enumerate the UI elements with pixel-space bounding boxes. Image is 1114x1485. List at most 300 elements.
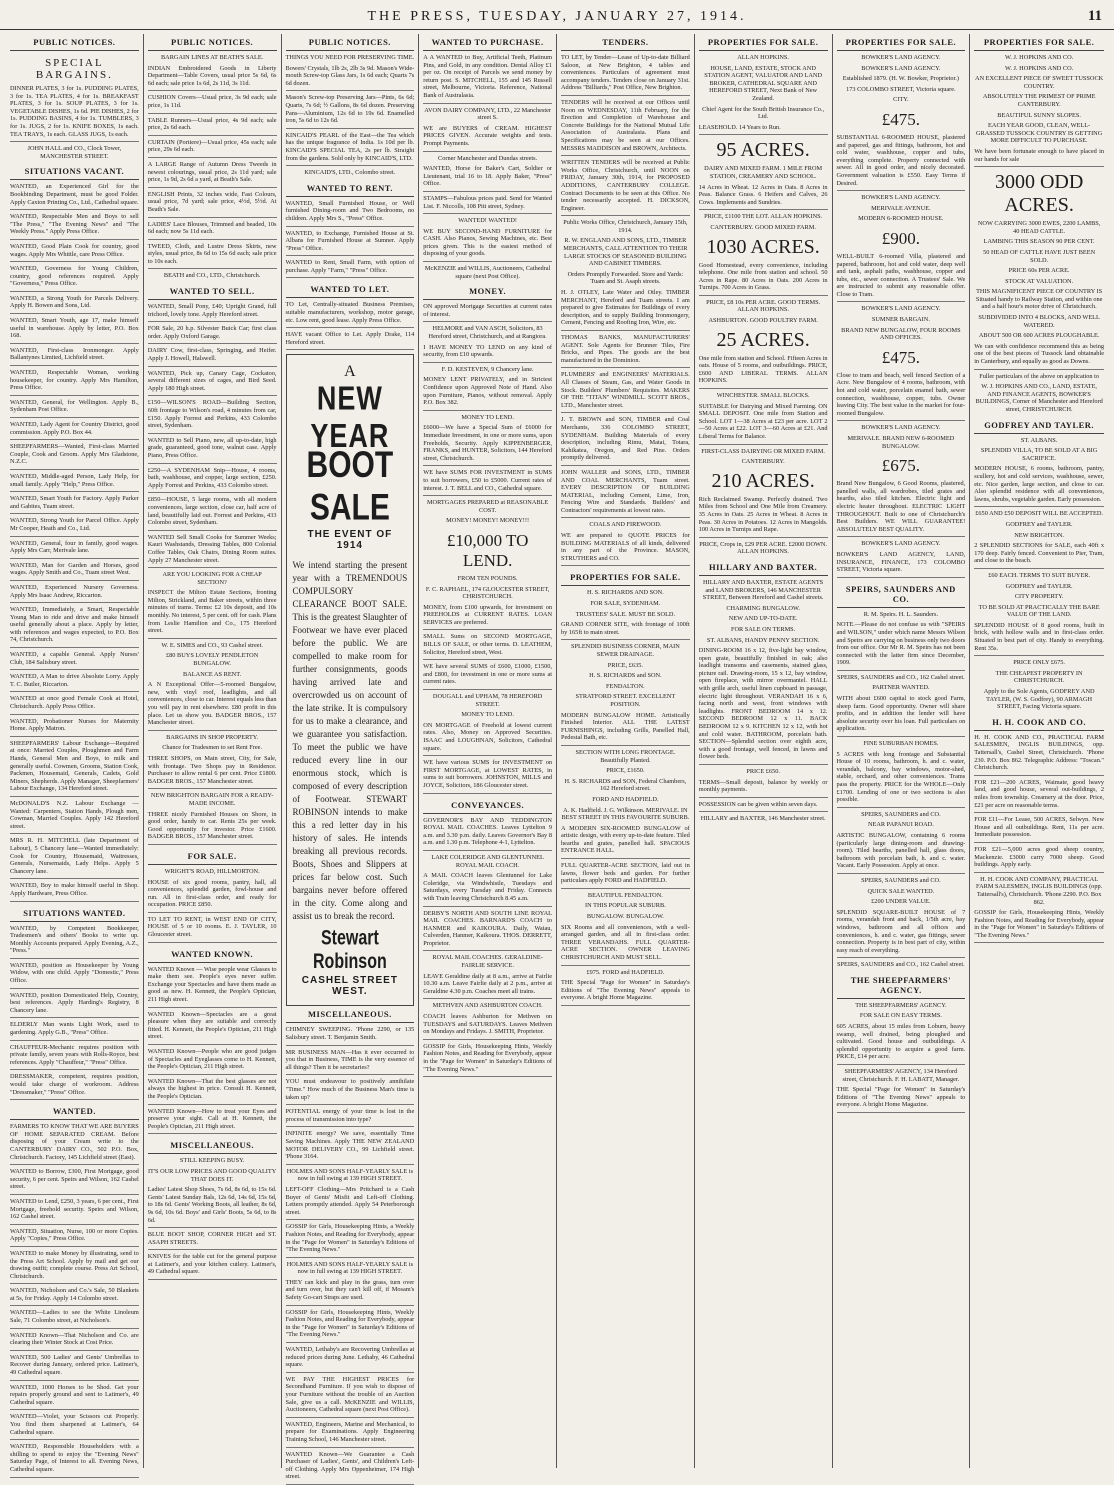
classified-ad: MONEY! MONEY! MONEY!!! <box>446 517 530 525</box>
classified-ad: WANTED, Experienced Nursery Governess. Apply Mrs Isaac Andrew, Riccarton. <box>10 583 139 599</box>
classified-ad: FIRST-CLASS DAIRYING OR MIXED FARM. <box>701 447 825 455</box>
classified-ad: GODFREY and TAYLER. <box>1005 582 1073 590</box>
ad-divider <box>10 1350 139 1351</box>
classified-ad: SPECIAL BARGAINS. <box>35 57 113 81</box>
classified-ad: MORTGAGES PREPARED at REASONABLE COST. <box>426 499 549 514</box>
classified-ad: WANTED, Engineers, Marine and Mechanical, to prepare for Examinations. Apply Engineering Training School, 146 Manchester street. <box>285 1420 415 1443</box>
classified-ad: PLUMBERS' and ENGINEERS' MATERIALS. All Classes of Steam, Gas, and Water Goods in Stock. Builders' Plumbers' Requisites. MAKERS OF THE "TITAN" WINDMILL. SCOTT BROS., LTD., Manchester street. <box>561 371 690 409</box>
ad-divider <box>10 796 139 797</box>
classified-ad: TO BE SOLD AT PRACTICALLY THE BARE VALUE OF THE LAND. <box>978 603 1100 619</box>
classified-ad: ENGLISH Prints, 32 inches wide, Fast Colours, usual price, 7d yard; sale price, 4½d, 5½d. At Beath's Sale. <box>147 190 277 213</box>
section-header: PUBLIC NOTICES. <box>148 34 277 51</box>
classified-ad: GRAND CORNER SITE, with frontage of 100ft by 165ft to main street. <box>561 621 690 636</box>
classified-ad: WANTED Known—We Guarantee a Cash Purchaser of Ladies', Gents', and Children's Left-off Clothing. Apply Mrs Oppenheimer, 174 High street. <box>285 1450 415 1481</box>
classified-ad: £675. <box>881 456 920 476</box>
classified-ad: PARTNER WANTED. <box>872 684 930 692</box>
classified-ad: W. J. HOPKINS AND CO. <box>1005 64 1074 72</box>
ad-divider <box>10 395 139 396</box>
ad-divider <box>974 842 1104 843</box>
classified-ad: ST. ALBANS, HANDY PENNY SECTION. <box>706 636 820 644</box>
ad-divider <box>10 239 139 240</box>
classified-ad: WANTED Known—That the best glasses are not always the highest in price. Consult H. Kennett, the People's Optician. <box>147 1077 277 1100</box>
classified-ad: THREE nicely Furnished Houses on Shore, in good order, handy to car. Rents 25s per week. Good opportunity for investor. Price £1600. BADGER BROS., 157 Manchester street. <box>147 810 277 841</box>
classified-ad: SPLENDID BUSINESS CORNER, MAIN SEWER DRAINAGE. <box>570 643 680 658</box>
ad-divider <box>10 1246 139 1247</box>
classified-ad: THREE SHOPS, on Main street, City, for Sale, with frontage. Two Shops pay in Residence. Purchaser to allow rental 6 per cent. Price £1800. BADGER BROS., 157 Manchester street. <box>147 754 277 785</box>
classified-ad: DINING-ROOM 16 x 12, five-light bay window, open grate, beautifully finished in oak; also leadlight transoms and casements, stained glass, picture rail. Drawing-room, 15 x 12, bay window, open fireplace, with mirror overmantel. HALL with grille arch, useful linen cupboard in passage, electric light throughout. VERANDAH 16 x 6, facing north and west, front windows with leadlights. FRONT BEDROOM 14 x 12. SECOND BEDROOM 12 x 11. BACK BEDROOM 12 x 9. KITCHEN 12 x 12, with hot and cold water. BATHROOM, porcelain bath. SECTION—Splendid section over eighth acre, with a good frontage, well fenced, in lawns and flower beds. <box>698 647 828 761</box>
classified-ad: THINGS YOU NEED FOR PRESERVING TIME. <box>285 54 415 61</box>
column-4 <box>419 34 557 1468</box>
ad-divider <box>561 517 690 518</box>
ad-divider <box>561 858 690 859</box>
newspaper-title: THE PRESS, TUESDAY, JANUARY 27, 1914. <box>367 9 747 24</box>
ad-divider <box>10 491 139 492</box>
boot-sale-body: We intend starting the present year with a TREMENDOUS COMPULSORY CLEARANCE BOOT SALE. This is the greatest Slaughter of Footwear we have ever placed before the public. We are compelled to make room for further consignments, goods having arrived late and overcrowded us on account of the late strike. It is compulsory for us to make a clearance, and we guarantee you satisfaction. To meet the public we have reduced every line in our enormous stock, which is composed of every description of Footwear. STEWART ROBINSON intends to make this a red letter day in his history of sales. He intends breaking all previous records. Boots, Shoes and Slippers at prices far below cost. Such bargains never before offered in the city. Come along and assist us to break the record. <box>292 560 408 922</box>
ad-divider <box>148 1133 277 1134</box>
boot-sale-event: THE EVENT OF 1914 <box>307 529 393 552</box>
ad-divider <box>10 669 139 670</box>
classified-ad: PRICE, £635. <box>607 661 643 669</box>
classified-ad: WANTED, Situation, Nurse, 100 or more Copies. Apply "Copies," Press Office. <box>10 1227 139 1243</box>
classified-ad: BRAND NEW BUNGALOW, FOUR ROOMS AND OFFICES. <box>841 326 961 342</box>
ad-divider <box>286 1417 415 1418</box>
ad-divider <box>148 567 277 568</box>
classified-ad: A. K. Hadfield. J. G. Wilkinson. MERIVALE. IN BEST STREET IN THIS FAVOURITE SUBURB. <box>561 806 690 822</box>
classified-ad: SMALL Sums on SECOND MORTGAGE, BILLS OF SALE, or other terms. D. LEATHEM, Solicitor, Hereford street, West. <box>423 633 552 656</box>
classified-ad: WANTED, position Domesticated Help, Country, best references. Apply Harding's Registry, 8 Chancery lane. <box>10 991 139 1014</box>
ad-divider <box>286 1045 415 1046</box>
column-5 <box>557 34 695 1468</box>
classified-ad: Orders Promptly Forwarded. Store and Yards: Tuam and St. Asaph streets. <box>567 270 684 286</box>
classified-ad: MODERN HOUSE, 6 rooms, bathroom, pantry, scullery, hot and cold services, washhouse, sewer, etc. Nice garden, large section, and close to car. Also splendid residence with all conveniences, lawns, shrubs, vegetable garden. Early possession. <box>974 465 1104 503</box>
classified-ad: HELMORE and VAN ASCH, Solicitors, 83 Hereford street, Christchurch, and at Rangiora. <box>428 325 547 341</box>
classified-ad: H. S. RICHARDS and SON. <box>589 672 662 680</box>
classified-ad: Bowers' Crystals, 1lb 2s, 2lb 3s 9d. Mason's Wide-mouth Screw-top Glass Jars, 1s 6d each; Quarts 7s 6d dozen. <box>285 64 415 87</box>
ad-divider <box>423 495 552 496</box>
ad-divider <box>10 261 139 262</box>
classified-ad: £6000—We have a Special Sum of £6000 for Immediate Investment, in one or more sums, upon Freeholds, Security. Apply KIPPENBERGER, FRANKS, and HUNTER, Solicitors, 144 Hereford street, Christchurch. <box>423 424 552 462</box>
classified-ad: KINCAID'S, LTD., Colombo street. <box>304 169 396 177</box>
classified-ad: PRICE £650. <box>746 768 780 775</box>
classified-ad: KNIVES for the table cut for the general purpose at Latimer's, and your kitchen cutlery. Latimer's, 49 Cathedral square. <box>147 1253 277 1276</box>
column-7 <box>833 34 971 1468</box>
boot-sale-title-new-year: NEW YEAR <box>310 379 390 455</box>
masthead <box>0 0 1114 30</box>
classified-ad: SPEIRS, SAUNDERS and CO. <box>861 810 941 818</box>
ad-divider <box>10 313 139 314</box>
column-8 <box>970 34 1108 1468</box>
classified-ad: Fuller particulars of the above on application to <box>979 372 1100 380</box>
ad-divider <box>148 395 277 396</box>
classified-ad: WANTED, Probationer Nurses for Maternity Home. Apply Matron. <box>10 717 139 733</box>
classified-ad: MERIVALE AVENUE. <box>871 204 931 212</box>
ad-divider <box>837 420 966 421</box>
classified-ad: WANTED, Respectable Woman, working housekeeper, for country. Apply Mrs Hamilton, Press Office. <box>10 369 139 392</box>
classified-ad: BLUE BOOT SHOP, CORNER HIGH and ST. ASAPH STREETS. <box>147 1231 277 1246</box>
classified-ad: TENDERS will be received at our Offices until Noon on WEDNESDAY, 11th February, for the Erection and Completion of Warehouse and Concrete Buildings for the National Mutual Life Association of Australasia. Plans and Specifications may be seen at our Offices. MESSRS MADDISON and BROWN, Architects. <box>561 98 690 152</box>
classified-ad: METHVEN AND ASHBURTON COACH. <box>432 1002 543 1010</box>
classified-ad: PRICE, £8 10s PER ACRE. GOOD TERMS. ALLAN HOPKINS. <box>706 298 821 314</box>
ad-divider <box>286 128 415 129</box>
classified-ad: WANTED, to Exchange, Furnished House at St. Albans for Furnished House at Sumner. Apply "Press" Office. <box>285 229 415 252</box>
ad-divider <box>10 1164 139 1165</box>
classified-ad: SHEEPFARMERS' AGENCY, 134 Hereford street, Christchurch. F. H. LABATT, Manager. <box>842 1068 960 1083</box>
classified-ad: SECTION WITH LONG FRONTAGE. Beautifully Planted. <box>575 748 676 764</box>
classified-ad: H. H. COOK AND CO., PRACTICAL FARM SALESMEN, INGLIS BUILDINGS, opp. Tattersall's, Cashel Street, Christchurch. 'Phone 230. P.O. Box 862. Telegraphic Address: "Toscan." Christchurch. <box>974 733 1104 772</box>
section-header: CONVEYANCES. <box>423 797 552 814</box>
ad-divider <box>423 465 552 466</box>
page-number: 11 <box>1087 8 1102 24</box>
classified-ad: SIX Rooms and all conveniences, with a well-arranged garden, and all in first-class order. THREE VERANDAHS. FULL QUARTER-ACRE SECTION. OWNER LEAVING CHRISTCHURCH AND MUST SELL. <box>561 923 690 961</box>
ad-divider <box>699 388 828 389</box>
classified-ad: McDONALD'S N.Z. Labour Exchange — Wanted: Carpenters, Station Hands, Plough men, Cowman, Married Couples. Apply 142 Hereford street. <box>10 799 139 830</box>
ad-divider <box>561 330 690 331</box>
classified-ad: £975. FORD and HADFIELD. <box>586 968 665 976</box>
classified-ad: WANTED to Lend, £250, 3 years, 6 per cent., First Mortgage, freehold security. Speirs and Wilson, 162 Cashel street. <box>10 1197 139 1221</box>
section-header: SPEIRS, SAUNDERS AND CO. <box>837 581 966 608</box>
classified-ad: BEAUTIFUL SUNNY SLOPES. <box>997 111 1081 119</box>
classified-ad: MONEY, from £100 upwards, for investment on FREEHOLDS at CURRENT RATES. LOAN SERVICES are preferred. <box>423 603 552 626</box>
ad-divider <box>10 1040 139 1041</box>
ad-divider <box>974 812 1104 813</box>
classified-ad: Mason's Screw-top Preserving Jars—Pints, 6s 6d; Quarts, 7s 6d; ½ Gallons, 8s 6d dozen. Preserving Pans—Aluminium, 12s 6d to 19s 6d. Enamelled iron, 5s 6d to 12s 6d. <box>285 94 415 125</box>
classified-ad: LEFT-OFF Clothing—Mrs Pritchard is a Cash Buyer of Gents' Misfit and Left-off Clothing. Letters promptly attended. Apply 54 Peterborough street. <box>285 1185 415 1216</box>
classified-ad: THOMAS BANKS, MANUFACTURERS' AGENT. Sole Agents for Brunner Tiles, Fire Bricks, and Pipes. The goods are the best manufactured in the Dominion. <box>561 334 690 364</box>
classified-ad: 2 SPLENDID SECTIONS for SALE, each 40ft x 170 deep. Fairly fenced. Convenient to Pier, Tram, and close to the beach. <box>974 542 1104 565</box>
ad-divider <box>148 268 277 269</box>
classified-ad: 1030 ACRES. <box>706 235 820 258</box>
classified-ad: £200 UNDER VALUE. <box>871 898 931 906</box>
classified-ad: LADIES' Lace Blouses, Trimmed and beaded, 10s 6d each; now 5s 11d each. <box>147 220 277 236</box>
ad-divider <box>148 433 277 434</box>
classified-ad: J. T. BROWN and SON, TIMBER and Coal Merchants, 336 COLOMBO STREET, SYDENHAM. Building Materials of every description, including Rimu, Matai, Totara, Kahikatea, Oregon, and Red Pine. Orders promptly delivered. <box>561 416 690 462</box>
classified-ad: WANTED—Ladies to see the White Linoleum Sale, 71 Colombo street, at Nicholson's. <box>10 1309 139 1325</box>
classified-ad: FOR SALE ON TERMS. <box>730 625 796 633</box>
classified-ad: Brand New Bungalow, 6 Good Rooms, plastered, panelled walls, all wardrobes, tiled grates and hearths, also tiled kitchen. Electric light and electric heater throughout. ELECTRIC LIGHT THROUGHOUT. Built to one of Christchurch's Best Builders. WE WILL GUARANTEE! ABSOLUTELY BEST QUALITY. <box>836 480 966 533</box>
ad-divider <box>699 134 828 135</box>
classified-ad: £250—A SYDENHAM Snip—House, 4 rooms, bath, washhouse, and copper, large section, £250. Apply Forrest and Perkins, 433 Colombo street. <box>147 466 277 489</box>
ad-divider <box>10 1283 139 1284</box>
ad-divider <box>286 349 415 350</box>
classified-ad: WANTED, 500 Ladies' and Gents' Umbrellas to Recover during January, ordered price. Latimer's, 49 Cathedral square. <box>10 1353 139 1377</box>
classified-ad: WE are prepared to QUOTE PRICES for BUILDING MATERIALS of all kinds, delivered in any part of the Province. MASON, STRUTHERS and CO. <box>561 532 690 562</box>
classified-ad: WANTED, First-class Ironmonger. Apply Ballantynes Limited, Lichfield street. <box>10 346 139 362</box>
ad-divider <box>148 730 277 731</box>
ad-divider <box>148 113 277 114</box>
section-header: WANTED TO SELL. <box>148 283 277 300</box>
classified-ad: 605 ACRES, about 15 miles from Loburn, heavy swamp, well drained, being ploughed and cultivated. Good house and outbuildings. A splendid opportunity to acquire a good farm. PRICE, £14 per acre. <box>836 1023 966 1061</box>
classified-ad: W. E. SIMES and CO., 93 Cashel street. <box>161 641 263 649</box>
section-header: HILLARY AND BAXTER. <box>699 559 828 576</box>
classified-ad: WANTED, Boy to make himself useful in Shop. Apply Hardware, Press Office. <box>10 882 139 897</box>
ad-divider <box>974 655 1104 656</box>
classified-ad: CHAUFFEUR-Mechanic requires position with private family, seven years with Rolls-Royce, best references. Apply "Chauffeur," "Press" Office. <box>10 1043 139 1066</box>
classified-ad: ELDERLY Man wants Light Work, used to gardening. Apply G.B., "Press" Office. <box>10 1021 139 1037</box>
boot-sale-address: CASHEL STREET WEST. <box>301 975 398 998</box>
classified-ad: WANTED—Violet, your Scissors cut Properly. You find them sharpened at Latimer's, 64 Cathedral square. <box>10 1413 139 1436</box>
classified-ad: WANTED, Responsible Householders with a shilling to spend to enjoy the "Evening News" Saturday Page, of Interest to all. Evening News, Cathedral square. <box>10 1443 139 1473</box>
classified-ad: INSPECT the Milton Estate Sections, fronting Milton, Strickland, and Baker streets, within three minutes of trams. Terms: £2 10s deposit, and 10s monthly. No interest, 5 per cent. off for cash. Plans from Leslie Hamilton and Co., 175 Hereford street. <box>147 589 277 635</box>
classified-ad: H. J. OTLEY, Late Water and Otley. TIMBER MERCHANT, Hereford and Tuam streets. I am prepared to give Estimates for Buildings of every description, and to supply Building Ironmongery, Cement, Fencing and Roofing Iron, Wire, etc. <box>561 289 690 327</box>
section-header: FOR SALE. <box>148 848 277 865</box>
classified-ad: ABOUT 500 OR 600 ACRES PLOUGHABLE. <box>978 332 1100 340</box>
classified-ad: F. D. KESTEVEN, 9 Chancery lane. <box>441 365 534 373</box>
classified-ad: WANTED at once good Female Cook at Hotel, Christchurch. Apply Press Office. <box>10 695 139 711</box>
ad-divider <box>148 638 277 639</box>
ad-divider <box>423 362 552 363</box>
classified-ad: SPLENDID VILLA, TO BE SOLD AT A BIG SACRIFICE. <box>980 447 1098 462</box>
classified-ad: WANTED, A Man to drive Absolute Lorry. Apply T. C. Butler, Riccarton. <box>10 673 139 688</box>
ad-divider <box>10 291 139 292</box>
classified-ad: A N Exceptional Offer—5-roomed Bungalow, new, with vinyl roof, leadlights, and all conveniences, close to car. Interest equals less than you will pay in rent elsewhere. £80 profit in this place. Let us show you. BADGER BROS., 157 Manchester street. <box>147 681 277 727</box>
classified-ad: ARE YOU LOOKING FOR A CHEAP SECTION? <box>162 571 262 586</box>
classified-ad: SUMNER BARGAIN. <box>871 316 930 324</box>
classified-ad: A LARGE Range of Autumn Dress Tweeds in newest colourings, usual price, 2s 11d yard; sale price, 1s 9d, 2s 6d a yard, at Beath's Sale. <box>147 160 277 184</box>
section-header: PROPERTIES FOR SALE. <box>974 34 1104 51</box>
column-6 <box>695 34 833 1468</box>
section-header: MISCELLANEOUS. <box>148 1137 277 1154</box>
classified-ad: F. C. RAPHAEL, 174 GLOUCESTER STREET, CHRISTCHURCH. <box>425 585 550 601</box>
classified-ad: A MAIL COACH leaves Glentunnel for Lake Coleridge, via Windwhistle, Tuesdays and Saturdays, every Tuesday and Friday. Connects with Train leaving Christchurch 8.45 a.m. <box>423 872 552 902</box>
classified-ad: WANTED, 1000 Horses to be Shod. Get your repairs properly ground and sent to Latimer's, 49 Cathedral square. <box>10 1383 139 1406</box>
classified-ad: FOR SALE ON EASY TERMS. <box>859 1012 942 1020</box>
classified-ad: FOR £11—For Lease, 500 ACRES, Selwyn. New House and all outbuildings. Rent, 11s per acre. Immediate possession. <box>974 816 1104 839</box>
classified-ad: YOU must endeavour to positively annihilate "Time." How much of the Business Man's time is taken up? <box>285 1078 415 1101</box>
classified-ad: MODERN 6-ROOMED HOUSE. <box>858 215 944 223</box>
classified-ad: WANTED Known—How to treat your Eyes and preserve your sight. Call at H. Kennett, the People's Optician, 211 High street. <box>147 1107 277 1130</box>
classified-ad: 3000 ODD ACRES. <box>994 171 1084 217</box>
ad-divider <box>423 998 552 999</box>
classified-ad: £475. <box>881 347 920 367</box>
ad-divider <box>561 95 690 96</box>
classified-ad: £80 BUYS LOVELY PENDLETON BUNGALOW. <box>166 652 259 668</box>
ad-divider <box>423 755 552 756</box>
classified-ad: LAKE COLERIDGE AND GLENTUNNEL ROYAL MAIL COACH. <box>431 853 544 869</box>
ad-divider <box>10 1328 139 1329</box>
classified-ad: WANTED to Sell Piano, new, all up-to-date, high grade, guaranteed, good tone, walnut case. Apply Piano, Press Office. <box>147 436 277 459</box>
ad-divider <box>148 788 277 789</box>
ad-divider <box>10 714 139 715</box>
classified-ad: STILL KEEPING BUSY. <box>179 1157 245 1165</box>
classified-ad: CHIMNEY SWEEPING. 'Phone 2290, or 135 Salisbury street. T. Benjamin Smith. <box>285 1026 415 1042</box>
ad-divider <box>148 90 277 91</box>
ad-divider <box>10 417 139 418</box>
classified-ad: BOWKER'S LAND AGENCY, LAND, INSURANCE, FINANCE, 173 COLOMBO STREET, Victoria square. <box>836 550 966 574</box>
classified-ad: WRITTEN TENDERS will be received at Public Works Office, Christchurch, until NOON on FRIDAY, January 30th, 1914, for PROPOSED ADDITIONS, CANTERBURY COLLEGE. Contract Documents to be seen at this Office. No tender necessarily accepted. H. DICKSON, Engineer. <box>561 159 690 212</box>
classified-ad: CHARMING BUNGALOW. <box>726 604 800 612</box>
classified-ad: LEAVE Geraldine daily at 8 a.m., arrive at Fairlie 10.30 a.m. Leave Fairlie daily at 2 p.m., arrive at Geraldine 4.30 p.m. Coaches meet all trains. <box>423 972 552 995</box>
classified-ad: We have been fortunate enough to have placed in our hands for sale <box>974 147 1104 163</box>
classified-ad: BARGAINS IN SHOP PROPERTY. <box>166 733 259 741</box>
classified-ad: WANTED, Pick up, Canary Cage, Cockatoo, several different sizes of cages, and Bird Seed. Apply 180 High street. <box>147 369 277 392</box>
classified-ad: FOR £21—5,000 acres good sheep country, Mackenzie. £3000 carry 7000 sheep. Good buildings. Apply early. <box>974 845 1104 869</box>
classified-ad: FROM TEN POUNDS. <box>457 574 518 582</box>
section-header: WANTED TO PURCHASE. <box>423 34 552 51</box>
classified-ad: INFINITE energy? We save, essentially Time Saving Machines. Apply THE NEW ZEALAND MOTOR DELIVERY CO., 99 Lichfield street. 'Phone 3164. <box>285 1130 415 1161</box>
classified-ad: MERIVALE. BRAND NEW 6-ROOMED BUNGALOW. <box>847 435 955 450</box>
classified-ad: PRICE 60s PER ACRE. <box>1008 267 1070 275</box>
classified-ad: SUBDIVIDED INTO 4 BLOCKS, AND WELL WATERED. <box>978 314 1100 329</box>
ad-divider <box>148 1104 277 1105</box>
classified-ad: WANTED to Rent, Small Farm, with option of purchase. Apply "Farm," "Press" Office. <box>285 259 415 274</box>
classified-ad: TO LET, by Tender—Lease of Up-to-date Billiard Saloon, at New Brighton, 4 tables and conveniences. Particulars of agreement must accompany tenders. Tenders close on January 31st. Address "Billiards," Post Office, New Brighton. <box>561 54 690 92</box>
classified-ad: MODERN BUNGALOW HOME. Artistically Finished Interior. ALL THE LATEST FURNISHINGS, including Grills, Panelled Hall, Pedestal Bath, etc. <box>561 711 690 742</box>
classified-ad: SPLENDID HOUSE of 8 good rooms, built in brick, with hollow walls and in first-class order. Situated in best part of city. Handy to everything. Rent 35s. <box>974 621 1104 652</box>
classified-ad: DAIRY Cow, first-class, Springing, and Heifer. Apply J. Howell, Halswell. <box>147 347 277 363</box>
classified-ad: W. J. HOPKINS AND CO., LAND, ESTATE, AND FINANCE AGENTS, BOWKER'S BUILDINGS, Corner of Manchester and Hereford street, CHRISTCHURCH. <box>975 383 1103 413</box>
section-header: H. H. COOK AND CO. <box>974 714 1104 731</box>
classified-ad: CURTAIN (Portiere)—Usual price, 45s each; sale price, 29s 6d each. <box>147 138 277 154</box>
classified-ad: WANTED Known—People who are good judges of Spectacles and Eyeglasses come to H. Kennett, the People's Optician, 211 High street. <box>147 1048 277 1071</box>
classified-ad: EACH YEAR GOOD, CLEAN, WELL-GRASSED TUSSOCK COUNTRY IS GETTING MORE DIFFICULT TO PURCHASE. <box>975 122 1103 145</box>
section-header: PUBLIC NOTICES. <box>286 34 415 51</box>
ad-divider <box>10 365 139 366</box>
classified-ad: WITH about £600 capital to stock good Farm, sheep farm. Good opportunity. Owner will share profits, and in addition the lender will have absolute security over his loan. Full particulars on application. <box>836 695 966 733</box>
ad-divider <box>561 1005 690 1006</box>
classified-ad: NEW BRIGHTON. <box>1014 531 1065 539</box>
classified-ad: SHEEPFARMERS—Wanted, First-class Married Couple, Cook and Groom. Apply Mrs Gladstone, N.Z.C. <box>10 443 139 466</box>
ad-divider <box>561 215 690 216</box>
classified-ad: WE have various SUMS for INVESTMENT on FIRST MORTGAGE, at LOWEST RATES, in sums to suit borrowers. JOHNSTON, MILLS and JOYCE, Solicitors, 186 Gloucester street. <box>423 759 552 789</box>
classified-ad: IN THIS POPULAR SUBURB. <box>585 902 666 910</box>
ad-divider <box>10 343 139 344</box>
classified-ad: DINNER PLATES, 3 for 1s. PUDDING PLATES, 3 for 1s. TEA PLATES, 4 for 1s. BREAKFAST PLATES, 3 for 1s. SOUP PLATES, 3 for 1s. VEGETABLE DISHES, 1s 6d. PIE DISHES, 2 for 1s. PUDDING BASINS, 4 for 1s. TUMBLERS, 3 for 1s. JUGS, 2 for 1s. KNIFE BOXES, 1s each. TEA TRAYS, 1s each. GLASS JUGS, 1s each. <box>10 85 139 138</box>
section-header: WANTED KNOWN. <box>148 946 277 963</box>
ad-divider <box>10 878 139 879</box>
classified-ad: POSSESSION can be given within seven days. <box>698 800 818 808</box>
classified-ad: 5 ACRES with long frontage and Substantial House of 10 rooms, bathroom, h. and c. water, verandah, balcony, bay windows, motor-shed, stable, orchard, and other conveniences. Trams pass the property. PRICE for the WHOLE—Only £1700. Lending of one or two sections is also possible. <box>836 750 966 804</box>
classified-ad: JOHN HALL and CO., Clock Tower, MANCHESTER STREET. <box>27 145 122 160</box>
classified-ad: BOWKER'S LAND AGENCY. <box>861 424 941 432</box>
ad-divider <box>837 873 966 874</box>
ad-divider <box>837 536 966 537</box>
section-header: PROPERTIES FOR SALE. <box>561 569 690 586</box>
ad-divider <box>423 629 552 630</box>
ad-divider <box>286 226 415 227</box>
classified-ad: PRICE ONLY £675. <box>1013 659 1066 667</box>
ad-divider <box>974 775 1104 776</box>
ad-divider <box>148 844 277 845</box>
ad-divider <box>148 942 277 943</box>
classified-ad: WE PAY THE HIGHEST PRICES for Secondhand Furniture. If you wish to dispose of your Furniture without the trouble of an Auction Sale, give us a call. McKENZIE and WILLIS, Auctioneers, Cathedral square (next Post Office). <box>285 1375 415 1414</box>
classified-ad: ASHBURTON. GOOD POULTRY FARM. <box>708 317 818 325</box>
classified-ad: ABSOLUTELY THE PRIMEST OF PRIME CANTERBURY. <box>982 93 1096 108</box>
classified-ad: DRESSMAKER, competent, requires position, would take charge of workroom. Address "Dressmaker," "Press" Office. <box>10 1073 139 1096</box>
classified-ad: I HAVE MONEY TO LEND on any kind of security, from £10 upwards. <box>423 343 552 359</box>
ad-divider <box>423 659 552 660</box>
classified-ad: FINE SUBURBAN HOMES. <box>863 740 939 748</box>
section-header: PUBLIC NOTICES. <box>10 34 139 51</box>
classified-ad: 210 ACRES. <box>711 469 815 492</box>
ad-divider <box>699 537 828 538</box>
classified-ad: IT'S OUR LOW PRICES AND GOOD QUALITY THAT DOES IT. <box>147 1167 277 1183</box>
classified-ad: £475. <box>881 109 920 129</box>
ad-divider <box>148 157 277 158</box>
ad-divider <box>423 213 552 214</box>
classified-ad: H. S. RICHARDS AND SON. <box>586 589 664 597</box>
classified-ad: PRICE, £1650. <box>606 767 645 775</box>
ad-divider <box>561 412 690 413</box>
classified-ad: FOR Sale, 20 h.p. Silvester Buick Car; first class order. Apply Oxford Garage. <box>147 325 277 340</box>
ad-divider <box>423 689 552 690</box>
ad-divider <box>974 942 1104 943</box>
classified-ad: MRS R. H. MITCHELL (late Department of Labour), 5 Chancery lane—Wanted immediately: Cook for Country, Housemaid, Waitresses, Generals, Nursemaids, Lady Helps. Apply 5 Chancery lane. <box>10 837 139 875</box>
ad-divider <box>423 103 552 104</box>
classified-ad: GOSSIP for Girls, Housekeeping Hints, Weekly Fashion Notes, and Reading for Everybody, appear in the "Page for Women" in Saturday's Editions of "The Evening News." <box>974 909 1104 939</box>
ad-divider <box>148 1044 277 1045</box>
classified-ad: Rich Reclaimed Swamp. Perfectly drained. Two Miles from School and One Mile from Creamery. 35 Acres in Oats. 25 Acres in Wheat. 8 Acres in Peas. 30 Acres in Potatoes. 12 Acres in Mangolds. 100 Acres in Turnips and Rape. <box>698 495 828 534</box>
classified-ad: WANTED, Horse for Baker's Cart, Soldier or Lieutenant, trial 16 to 18. Apply Baker, "Press" Office. <box>423 165 552 188</box>
ad-divider <box>837 1064 966 1065</box>
section-header: SITUATIONS VACANT. <box>10 163 139 180</box>
classified-ad: GOSSIP for Girls, Housekeeping Hints, a Weekly Fashion Notes, and Reading for Everybody, appear in the "Page for Women" in Saturday's Editions of "The Evening News." <box>285 1223 415 1254</box>
ad-divider <box>286 1372 415 1373</box>
ad-divider <box>148 239 277 240</box>
classified-ad: 173 COLOMBO STREET, Victoria square. <box>846 85 956 93</box>
classified-ad: TWEED, Cloth, and Lustre Dress Skirts, new styles, usual price, 8s 6d to 15s 6d each; sale price to 10s each. <box>147 242 277 265</box>
classified-ad: ON MORTGAGE of Freehold at lowest current rates. Also, Money on Approved Securities. ISAAC and LOUGHNAN, Solicitors, Cathedral square. <box>423 721 552 752</box>
ad-divider <box>837 190 966 191</box>
classified-ad: Corner Manchester and Dundas streets. <box>438 154 538 162</box>
boot-sale-signature: Stewart Robinson <box>312 928 387 974</box>
classified-ad: NEW BRIGHTON BARGAIN FOR A READY-MADE INCOME. <box>150 792 274 807</box>
ad-divider <box>148 1279 277 1280</box>
classified-ad: FORD AND HADFIELD. <box>592 795 659 803</box>
classified-ad: NOW CARRYING 3000 EWES, 2200 LAMBS, 40 HEAD CATTLE. <box>977 220 1101 235</box>
classified-ad: MONEY TO LEND. <box>461 711 514 719</box>
classified-ad: THE Special "Page for Women" in Saturday's Editions of "The Evening News" appeals to everyone. A bright Home Magazine. <box>561 979 690 1002</box>
classified-ad: Chance for Tradesmen to set Rent Free. <box>162 744 263 752</box>
classified-ad: HOLMES AND SONS HALF-YEARLY SALE is now in full swing at 139 HIGH STREET. <box>286 1260 414 1276</box>
classified-ad: £150—WILSON'S ROAD—Building Section, 60ft frontage to Wilson's road, 4 minutes from car, £150. Apply Forrest and Perkins, 433 Colombo street, Sydenham. <box>147 399 277 430</box>
classified-ad: TO Let, Centrally-situated Business Premises, suitable manufacturers, workshop, motor garage, etc. Low rent, good lease. Apply Press Office. <box>285 301 415 324</box>
ad-divider <box>10 691 139 692</box>
classified-ad: H. H. COOK AND COMPANY, PRACTICAL FARM SALESMEN, INGLIS BUILDINGS (opp. Tattersall's), Christchurch. 'Phone 2290. P.O. Box 862. <box>976 875 1103 906</box>
section-header: MONEY. <box>423 283 552 300</box>
ad-divider <box>561 888 690 889</box>
ad-divider <box>837 670 966 671</box>
ad-divider <box>699 209 828 210</box>
section-header: WANTED. <box>10 1103 139 1120</box>
ad-divider <box>423 151 552 152</box>
classified-ad: FARMERS TO KNOW THAT WE ARE BUYERS OF HOME SEPARATED CREAM. Before disposing of your Cream write to the CANTERBURY DAIRY CO., 502 P.O. Box, Christchurch. Factory, 145 Lichfield street (East). <box>10 1123 139 1161</box>
ad-divider <box>423 321 552 322</box>
classified-ad: TO LET TO RENT, in WEST END OF CITY, HOUSE of 5 or 10 rooms. E. J. TAYLER, 10 Gloucester street. <box>147 915 277 939</box>
column-2 <box>144 34 282 1468</box>
classified-ad: HOUSE of six good rooms, pantry, hall, all conveniences, splendid garden, fowl-house and run. All in first-class order, and ready for occupation. PRICE £850. <box>147 878 277 909</box>
classified-ad: STOCK AT VALUATION. <box>1005 277 1074 285</box>
classified-ad: JOHN WALLER and SONS, LTD., TIMBER AND COAL MERCHANTS, Tuam street. EVERY DESCRIPTION OF BUILDING MATERIAL, including Cement, Lime, Iron, Fencing Wire and Standards. Builders' and Contractors' requirements at lowest rates. <box>561 468 690 514</box>
classified-ad: £650 AND £50 DEPOSIT WILL BE ACCEPTED. <box>975 510 1103 518</box>
classified-ad: NOTE.—Please do not confuse us with "SPEIRS and WILSON," under which name Messrs Wilson and Speirs are carrying on business only two doors from our office. Our Mr R. M. Speirs has not been connected with the latter firm since December, 1909. <box>836 621 966 667</box>
classified-ad: BOWKER'S LAND AGENCY. <box>861 64 941 72</box>
ad-divider <box>699 764 828 765</box>
classified-ad: WANTED! WANTED! <box>458 217 518 225</box>
ad-divider <box>10 1305 139 1306</box>
classified-ad: WANTED Known — Wise people wear Glasses to make them see. People's eyes never suffer. Exchange your Spectacles and have them made as good as new. H. Kennett, the People's Optician, 211 High street. <box>147 965 277 1004</box>
classified-ad: W. J. HOPKINS AND CO. <box>1005 54 1074 61</box>
ad-divider <box>10 439 139 440</box>
classified-ad: WANTED, General, for Wellington. Apply B., Sydenham Post Office. <box>10 398 139 414</box>
classified-ad: WRIGHT'S ROAD, HILLMORTON. <box>164 867 260 875</box>
classified-ad: TABLE Runners—Usual price, 4s 9d each; sale price, 2s 6d each. <box>147 116 277 132</box>
ad-divider <box>974 166 1104 167</box>
ad-divider <box>148 912 277 913</box>
classified-ad: WANTED, an Experienced Girl for the Bookbinding Department, must be good Folder. Apply Caxton Printing Co., Ltd., Cathedral square. <box>10 183 139 206</box>
classified-ad: WANTED, Strong Youth for Parcel Office. Apply Mr Cooper, Heath and Co., Ltd. <box>10 517 139 532</box>
ad-divider <box>699 811 828 812</box>
ad-divider <box>148 187 277 188</box>
